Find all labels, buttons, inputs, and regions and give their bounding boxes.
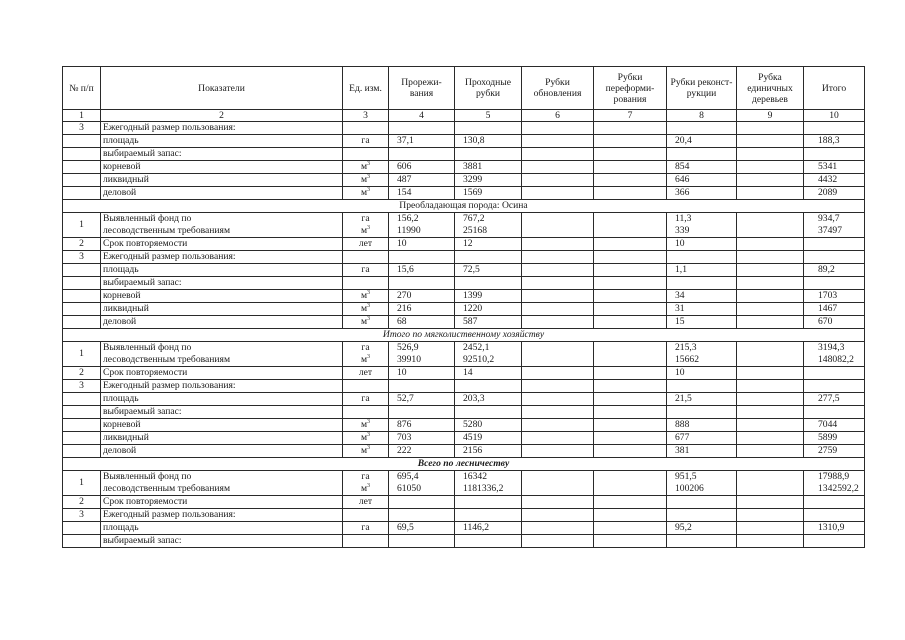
value-passage: 3299 [455,174,522,187]
colnum-6: 6 [522,110,594,122]
table-row [63,264,865,277]
value-thinning: 10 [389,367,455,380]
value-total: 3194,3 148082,2 [804,342,865,367]
unit-cell: лет [343,496,389,509]
row-label: Срок повторяемости [101,367,343,380]
value-thinning: 68 [389,316,455,329]
row-number: 2 [63,496,101,509]
section-row [63,200,865,213]
table-row [63,148,865,161]
row-label: выбираемый запас: [101,406,343,419]
table-row [63,445,865,458]
value-thinning: 69,5 [389,522,455,535]
row-label: выбираемый запас: [101,277,343,290]
section-title: Преобладающая порода: Осина [63,200,865,213]
row-label: Выявленный фонд по лесоводственным требованиям [101,342,343,367]
unit-cell: га [343,522,389,535]
value-reconstruction: 20,4 [667,135,737,148]
value-thinning: 15,6 [389,264,455,277]
value-total: 5341 [804,161,865,174]
value-thinning: 695,4 61050 [389,471,455,496]
row-number: 3 [63,122,101,135]
colnum-8: 8 [667,110,737,122]
row-label: Ежегодный размер пользования: [101,380,343,393]
unit-cell: $м^3$ [343,316,389,329]
table-row [63,213,865,238]
row-label: ликвидный [101,303,343,316]
value-thinning: 52,7 [389,393,455,406]
value-passage: 1399 [455,290,522,303]
table-row [63,174,865,187]
value-total: 1703 [804,290,865,303]
table-row [63,316,865,329]
section-row [63,458,865,471]
unit-cell: $м^3$ [343,303,389,316]
table-row [63,509,865,522]
row-number: 1 [63,213,101,238]
value-reconstruction: 34 [667,290,737,303]
colnum-10: 10 [804,110,865,122]
row-number: 2 [63,367,101,380]
value-total: 4432 [804,174,865,187]
value-total: 277,5 [804,393,865,406]
value-reconstruction: 215,3 15662 [667,342,737,367]
unit-cell: га $м^3$ [343,342,389,367]
unit-cell: лет [343,238,389,251]
value-reconstruction: 31 [667,303,737,316]
colnum-4: 4 [389,110,455,122]
value-reconstruction: 677 [667,432,737,445]
col-header-thinning: Прорежи-вания [389,67,455,110]
value-reconstruction: 15 [667,316,737,329]
value-total: 2759 [804,445,865,458]
value-passage: 587 [455,316,522,329]
colnum-2: 2 [101,110,343,122]
value-passage: 72,5 [455,264,522,277]
unit-cell: га [343,393,389,406]
table-row [63,432,865,445]
colnum-5: 5 [455,110,522,122]
table-row [63,471,865,496]
col-header-renewal: Рубки обновления [522,67,594,110]
row-number: 1 [63,471,101,496]
value-thinning: 216 [389,303,455,316]
colnum-1: 1 [63,110,101,122]
table-row [63,406,865,419]
value-total: 7044 [804,419,865,432]
value-passage: 14 [455,367,522,380]
row-label: Выявленный фонд по лесоводственным требованиям [101,471,343,496]
unit-cell: $м^3$ [343,161,389,174]
value-total: 89,2 [804,264,865,277]
table-row [63,342,865,367]
table-row [63,161,865,174]
row-number: 2 [63,238,101,251]
col-header-single-trees: Рубка единичных деревьев [737,67,804,110]
value-passage: 5280 [455,419,522,432]
value-passage: 130,8 [455,135,522,148]
table-row [63,367,865,380]
value-thinning: 37,1 [389,135,455,148]
value-total: 2089 [804,187,865,200]
col-header-reconstruction: Рубки реконст-рукции [667,67,737,110]
value-thinning: 270 [389,290,455,303]
value-passage: 1569 [455,187,522,200]
value-thinning: 154 [389,187,455,200]
table-row [63,535,865,548]
row-label: выбираемый запас: [101,148,343,161]
table-row [63,135,865,148]
value-thinning: 606 [389,161,455,174]
table-row [63,238,865,251]
value-reconstruction: 381 [667,445,737,458]
col-header-unit: Ед. изм. [343,67,389,110]
colnum-9: 9 [737,110,804,122]
value-reconstruction: 1,1 [667,264,737,277]
row-number: 3 [63,509,101,522]
value-passage: 203,3 [455,393,522,406]
col-header-total: Итого [804,67,865,110]
value-thinning: 222 [389,445,455,458]
unit-cell: $м^3$ [343,419,389,432]
row-label: Ежегодный размер пользования: [101,251,343,264]
table-row [63,122,865,135]
value-passage: 767,2 25168 [455,213,522,238]
value-reconstruction: 854 [667,161,737,174]
row-label: выбираемый запас: [101,535,343,548]
table-row [63,251,865,264]
value-reconstruction: 951,5 100206 [667,471,737,496]
value-thinning: 526,9 39910 [389,342,455,367]
cutting-volume-table [62,66,865,548]
row-label: Срок повторяемости [101,496,343,509]
table-row [63,277,865,290]
col-header-num: № п/п [63,67,101,110]
row-label: корневой [101,419,343,432]
value-reconstruction: 10 [667,367,737,380]
row-label: Ежегодный размер пользования: [101,509,343,522]
section-title: Итого по мягколиственному хозяйству [63,329,865,342]
table-row [63,380,865,393]
row-label: ликвидный [101,432,343,445]
value-reconstruction: 366 [667,187,737,200]
table-row [63,187,865,200]
unit-cell: $м^3$ [343,290,389,303]
table-row [63,290,865,303]
value-passage: 4519 [455,432,522,445]
unit-cell: $м^3$ [343,174,389,187]
unit-cell: $м^3$ [343,445,389,458]
row-label: деловой [101,316,343,329]
row-label: деловой [101,187,343,200]
colnum-3: 3 [343,110,389,122]
row-label: Ежегодный размер пользования: [101,122,343,135]
row-number: 3 [63,380,101,393]
row-number: 1 [63,342,101,367]
column-number-row [63,110,865,122]
col-header-reformation: Рубки переформи-рования [594,67,667,110]
row-label: площадь [101,522,343,535]
table-row [63,393,865,406]
row-label: площадь [101,264,343,277]
value-passage: 1220 [455,303,522,316]
value-passage: 16342 1181336,2 [455,471,522,496]
row-number: 3 [63,251,101,264]
value-passage: 3881 [455,161,522,174]
value-total: 17988,9 1342592,2 [804,471,865,496]
value-total: 188,3 [804,135,865,148]
unit-cell: лет [343,367,389,380]
col-header-passage: Проходные рубки [455,67,522,110]
value-total: 670 [804,316,865,329]
value-total: 1467 [804,303,865,316]
value-passage: 1146,2 [455,522,522,535]
col-header-indicator: Показатели [101,67,343,110]
value-reconstruction: 646 [667,174,737,187]
table-row [63,496,865,509]
value-reconstruction: 95,2 [667,522,737,535]
row-label: площадь [101,135,343,148]
table-row [63,303,865,316]
unit-cell: га $м^3$ [343,213,389,238]
value-passage: 12 [455,238,522,251]
unit-cell: $м^3$ [343,432,389,445]
value-reconstruction: 11,3 339 [667,213,737,238]
value-total: 1310,9 [804,522,865,535]
row-label: ликвидный [101,174,343,187]
header-row [63,67,865,110]
value-passage: 2452,1 92510,2 [455,342,522,367]
unit-cell: га $м^3$ [343,471,389,496]
colnum-7: 7 [594,110,667,122]
row-label: Выявленный фонд по лесоводственным требованиям [101,213,343,238]
value-passage: 2156 [455,445,522,458]
row-label: корневой [101,161,343,174]
row-label: корневой [101,290,343,303]
value-thinning: 156,2 11990 [389,213,455,238]
row-label: площадь [101,393,343,406]
value-total: 5899 [804,432,865,445]
unit-cell: $м^3$ [343,187,389,200]
unit-cell: га [343,135,389,148]
value-thinning: 876 [389,419,455,432]
section-title: Всего по лесничеству [63,458,865,471]
table-row [63,419,865,432]
section-row [63,329,865,342]
value-thinning: 10 [389,238,455,251]
table-row [63,522,865,535]
value-thinning: 703 [389,432,455,445]
unit-cell: га [343,264,389,277]
value-reconstruction: 888 [667,419,737,432]
row-label: Срок повторяемости [101,238,343,251]
value-reconstruction: 21,5 [667,393,737,406]
forestry-table-page [62,66,859,548]
value-total: 934,7 37497 [804,213,865,238]
value-thinning: 487 [389,174,455,187]
row-label: деловой [101,445,343,458]
value-reconstruction: 10 [667,238,737,251]
